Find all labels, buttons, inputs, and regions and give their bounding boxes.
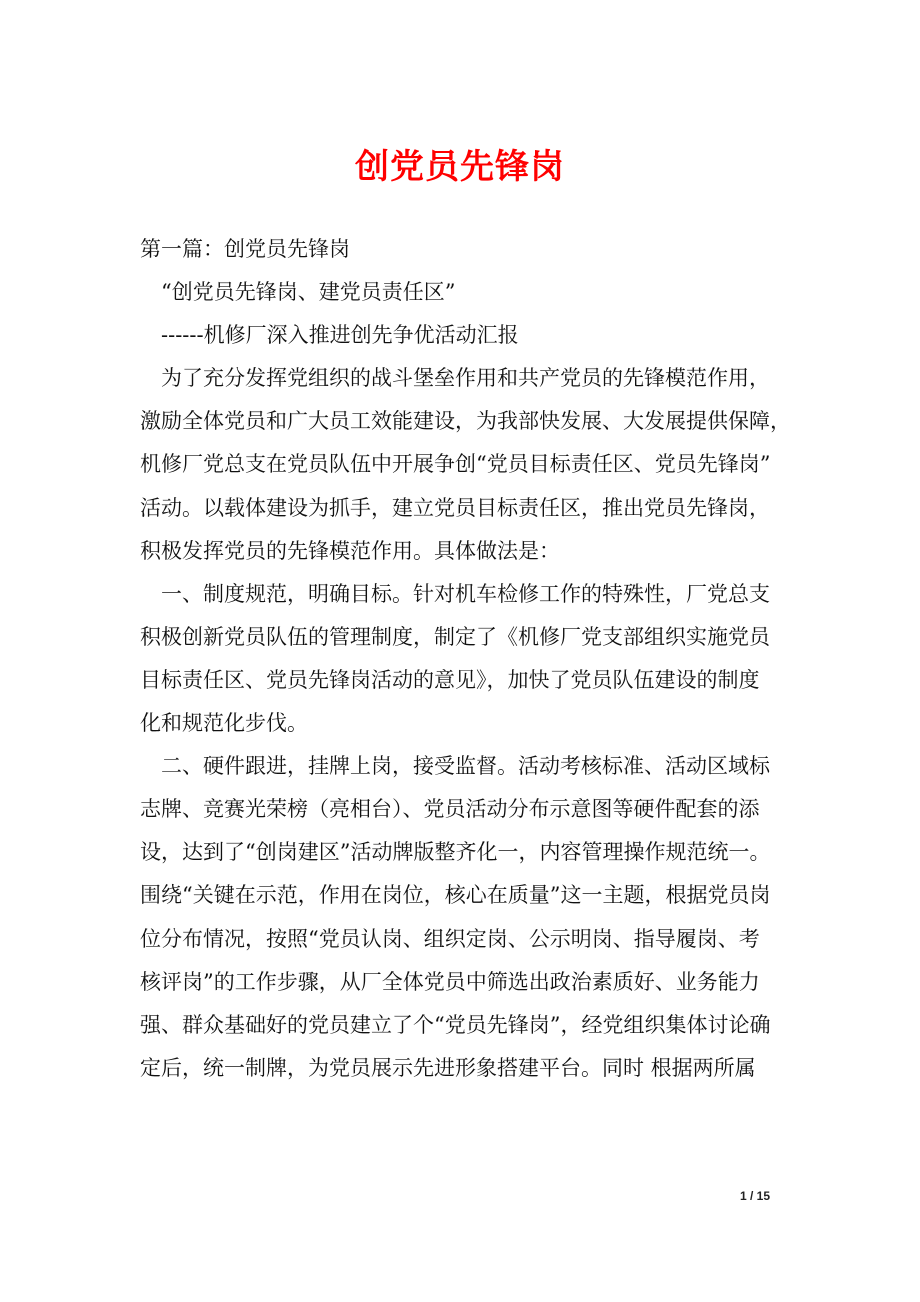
page-number: 1 / 15	[740, 1189, 771, 1203]
text-line: 第一篇：创党员先锋岗	[140, 237, 350, 261]
paragraph-line: 核评岗”的工作步骤，从厂全体党员中筛选出政治素质好、业务能力	[140, 969, 760, 994]
document-title: 创党员先锋岗	[355, 147, 565, 187]
text-line: “创党员先锋岗、建党员责任区”	[161, 280, 456, 305]
paragraph-line: 化和规范化步伐。	[140, 711, 308, 736]
text-line: ------机修厂深入推进创先争优活动汇报	[161, 323, 519, 348]
paragraph-line: 二、硬件跟进，挂牌上岗，接受监督。活动考核标准、活动区域标	[161, 754, 770, 779]
paragraph-line: 激励全体党员和广大员工效能建设，为我部快发展、大发展提供保障，	[140, 409, 791, 434]
paragraph-line: 强、群众基础好的党员建立了个“党员先锋岗”，经党组织集体讨论确	[140, 1012, 771, 1037]
paragraph-line: 为了充分发挥党组织的战斗堡垒作用和共产党员的先锋模范作用，	[161, 366, 770, 391]
paragraph-line: 围绕“关键在示范，作用在岗位，核心在质量”这一主题，根据党员岗	[140, 883, 771, 908]
document-body	[140, 228, 798, 1090]
paragraph-line: 位分布情况，按照“党员认岗、组织定岗、公示明岗、指导履岗、考	[140, 926, 760, 951]
paragraph-line: 目标责任区、党员先锋岗活动的意见》，加快了党员队伍建设的制度	[140, 667, 760, 692]
paragraph-line: 积极创新党员队伍的管理制度，制定了《机修厂党支部组织实施党员	[140, 624, 770, 649]
paragraph-line: 设，达到了“创岗建区”活动牌版整齐化一，内容管理操作规范统一。	[140, 840, 771, 865]
paragraph-line: 活动。以载体建设为抓手，建立党员目标责任区，推出党员先锋岗，	[140, 495, 770, 520]
paragraph-line: 一、制度规范，明确目标。针对机车检修工作的特殊性，厂党总支	[161, 581, 770, 606]
paragraph-line: 定后，统一制牌，为党员展示先进形象搭建平台。同时 根据两所属	[140, 1055, 756, 1080]
paragraph-line: 机修厂党总支在党员队伍中开展争创“党员目标责任区、党员先锋岗”	[140, 452, 771, 477]
paragraph-line: 积极发挥党员的先锋模范作用。具体做法是：	[140, 538, 560, 563]
paragraph-line: 志牌、竞赛光荣榜（亮相台）、党员活动分布示意图等硬件配套的添	[140, 797, 760, 822]
